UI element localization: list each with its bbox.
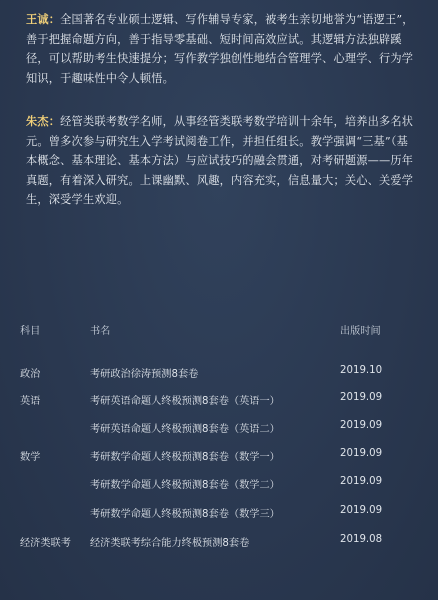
table-row xyxy=(0,476,438,494)
header-subject: 科目 xyxy=(20,326,41,337)
row-date: 2019.09 xyxy=(340,476,383,487)
bio-name: 朱杰： xyxy=(26,114,61,128)
table-row xyxy=(0,420,438,438)
table-row xyxy=(0,365,438,383)
table-row xyxy=(0,392,438,410)
row-date: 2019.08 xyxy=(340,534,383,545)
bio-name: 王诚： xyxy=(26,12,61,26)
header-date: 出版时间 xyxy=(340,326,381,337)
table-row xyxy=(0,505,438,523)
row-date: 2019.09 xyxy=(340,392,383,403)
row-date: 2019.09 xyxy=(340,505,383,516)
row-subject: 政治 xyxy=(20,369,41,380)
row-date: 2019.09 xyxy=(340,448,383,459)
row-subject: 数学 xyxy=(20,452,41,463)
row-date: 2019.10 xyxy=(340,365,383,376)
row-book: 考研英语命题人终极预测8套卷（英语一） xyxy=(90,396,280,407)
table-row xyxy=(0,534,438,552)
row-book: 经济类联考综合能力终极预测8套卷 xyxy=(90,538,250,549)
bio-text: 全国著名专业硕士逻辑、写作辅导专家，被考生亲切地誉为“语逻王”，善于把握命题方向，善于指导零基础、短时间高效应试。其逻辑方法独辟蹊径，可以帮助考生快速提分；写作教学独创性地结合管理学、心理学、行为学知识，于趣味性中令人顿悟。 xyxy=(26,13,414,85)
row-book: 考研数学命题人终极预测8套卷（数学二） xyxy=(90,480,280,491)
row-book: 考研英语命题人终极预测8套卷（英语二） xyxy=(90,424,280,435)
row-book: 考研政治徐涛预测8套卷 xyxy=(90,369,199,380)
table-header-row xyxy=(0,322,438,340)
bio-zhu-jie xyxy=(26,112,418,210)
row-subject: 英语 xyxy=(20,396,41,407)
row-date: 2019.09 xyxy=(340,420,383,431)
table-row xyxy=(0,448,438,466)
bio-wang-cheng xyxy=(26,10,418,88)
header-book: 书名 xyxy=(90,326,111,337)
bio-text: 经管类联考数学名师，从事经管类联考数学培训十余年，培养出多名状元。曾多次参与研究生入学考试阅卷工作，并担任组长。教学强调“三基”（基本概念、基本理论、基本方法）与应试技巧的融会贯通，对考研题源——历年真题，有着深入研究。上课幽默、风趣，内容充实，信息量大；关心、关爱学生，深受学生欢迎。 xyxy=(26,115,414,206)
row-book: 考研数学命题人终极预测8套卷（数学一） xyxy=(90,452,280,463)
row-subject: 经济类联考 xyxy=(20,538,71,549)
row-book: 考研数学命题人终极预测8套卷（数学三） xyxy=(90,509,280,520)
